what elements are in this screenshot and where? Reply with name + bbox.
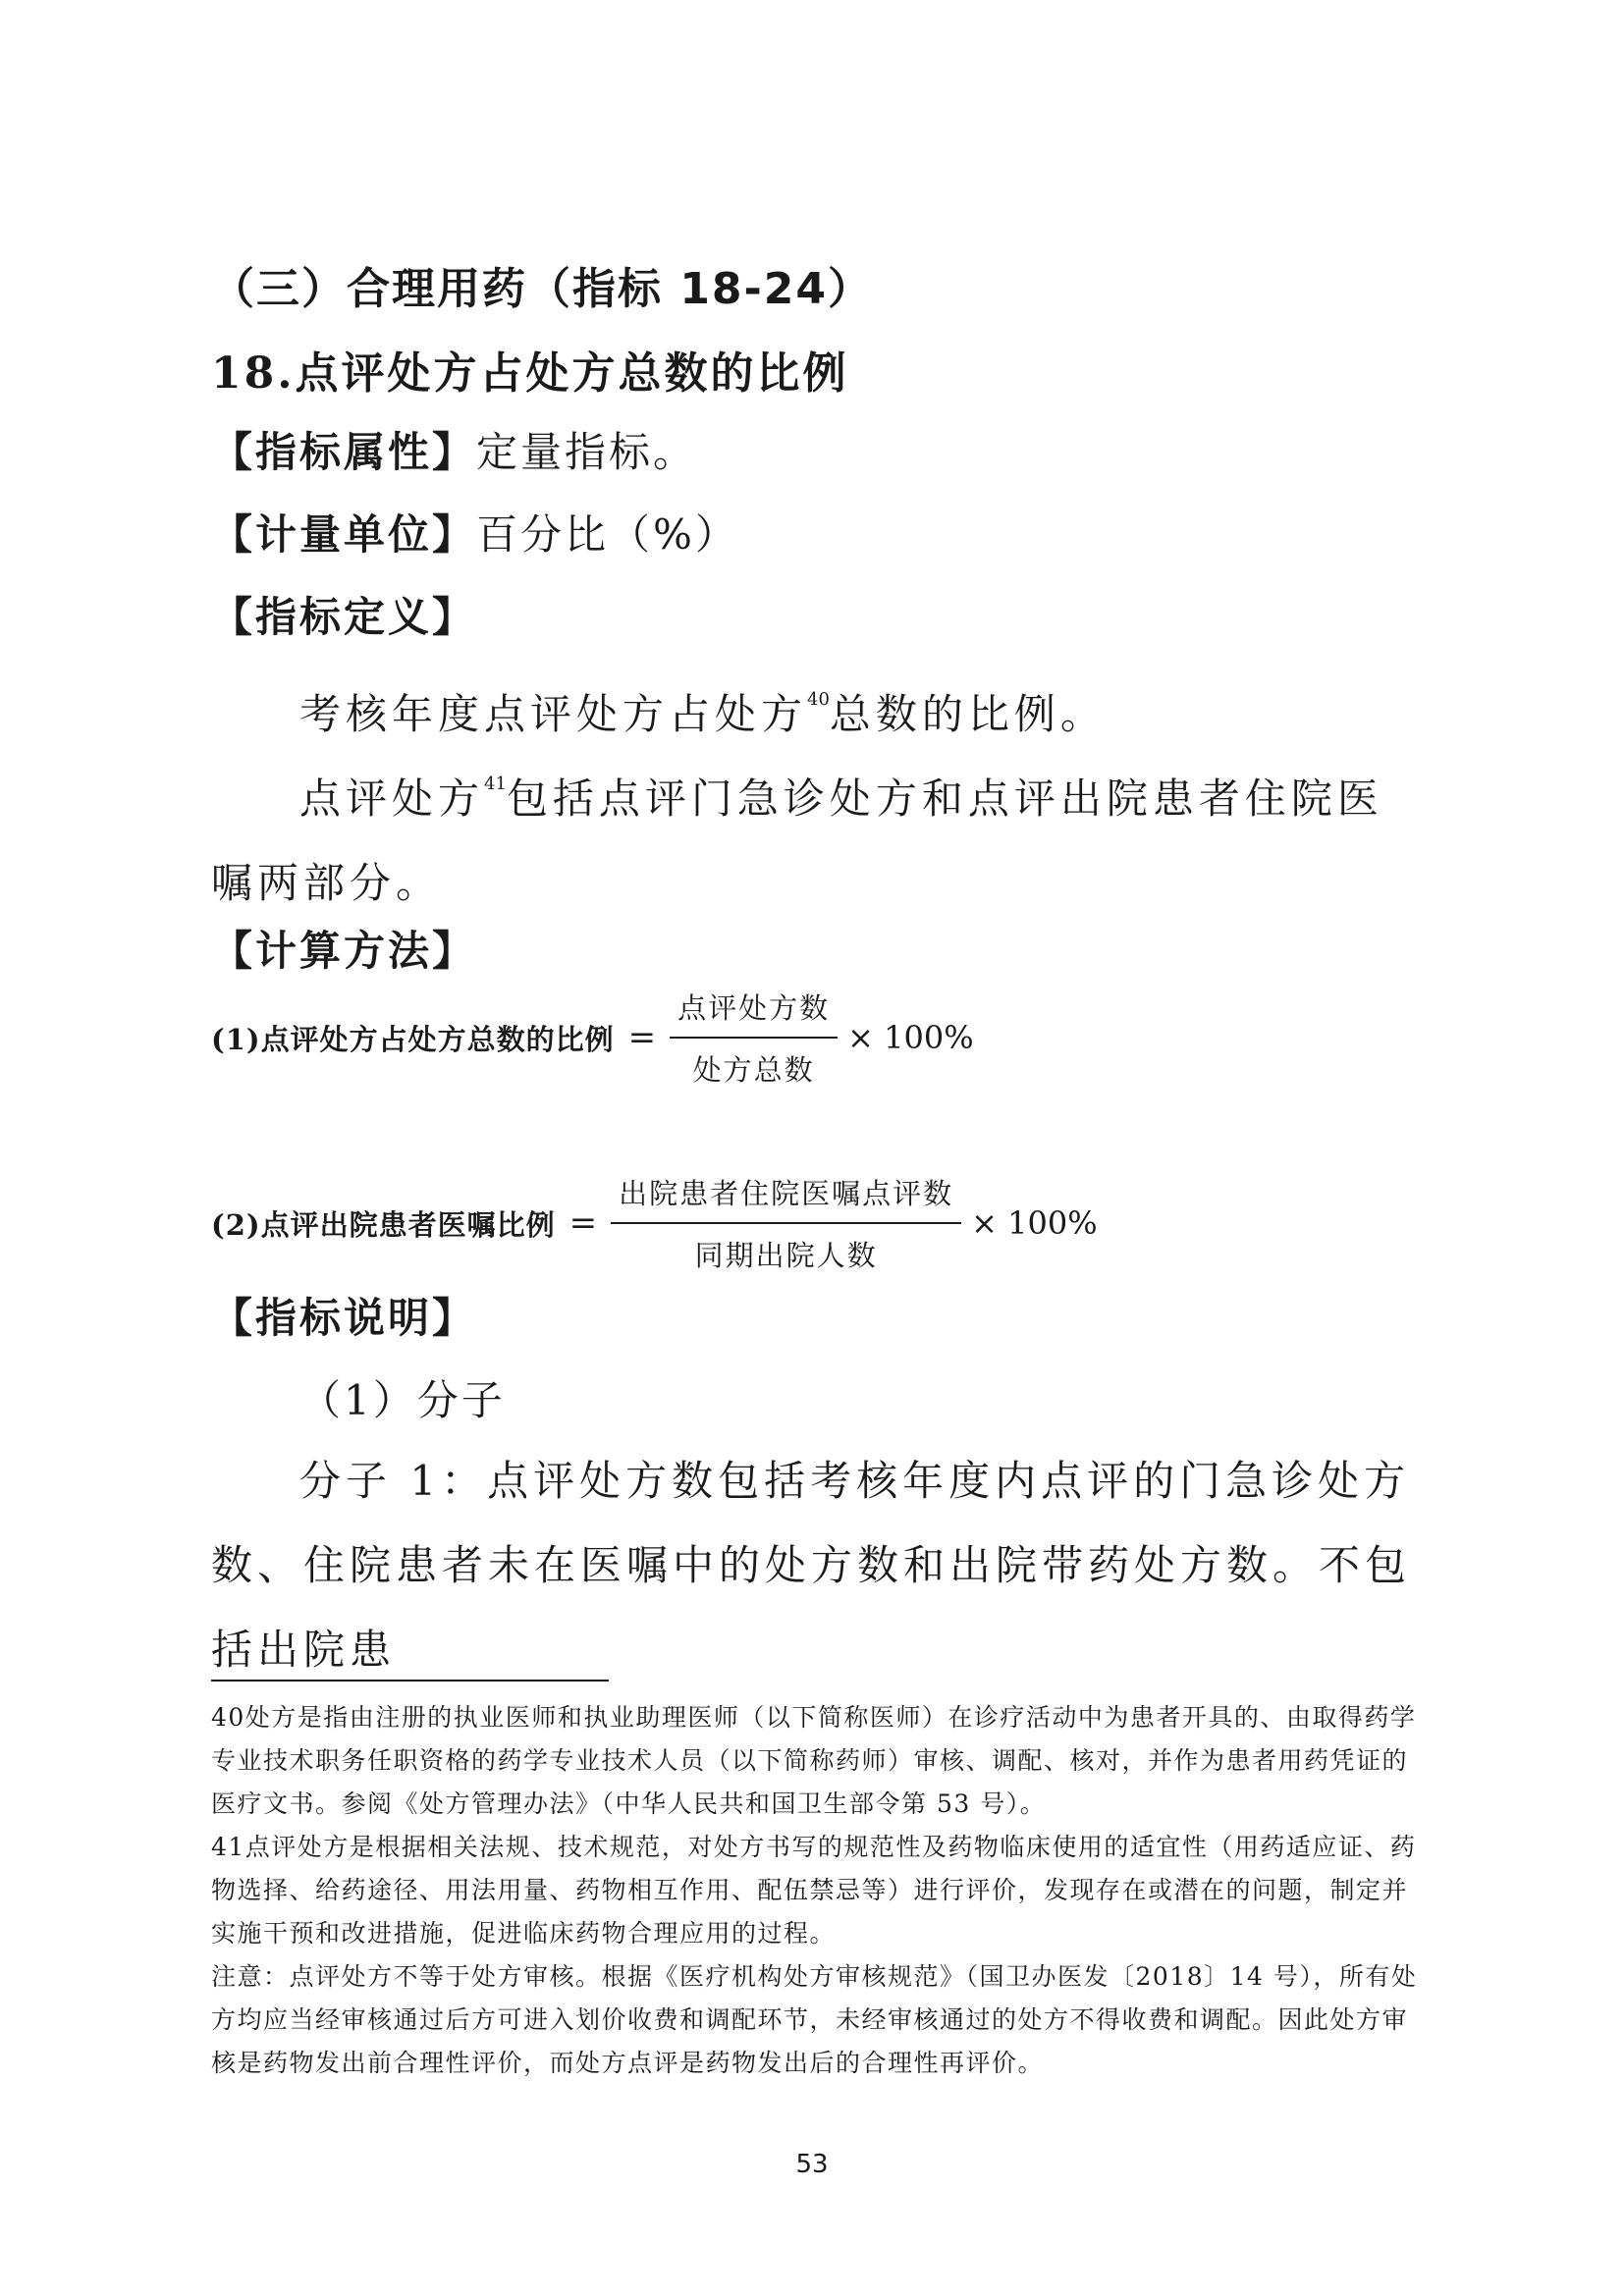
formula-2-fraction	[611, 1172, 961, 1274]
unit-value: 百分比（%）	[476, 510, 739, 559]
footnote-note: 注意：点评处方不等于处方审核。根据《医疗机构处方审核规范》（国卫办医发〔2018〕14 号），所有处方均应当经审核通过后方可进入划价收费和调配环节，未经审核通过的处方不得收费和调配。因此处方审核是药物发出前合理性评价，而处方点评是药物发出后的合理性再评价。	[211, 1962, 1418, 2077]
definition-label: 【指标定义】	[211, 593, 477, 641]
footnote-ref-41: 41	[484, 774, 507, 794]
formula-2-denominator: 同期出院人数	[694, 1239, 878, 1272]
formula-1-numerator: 点评处方数	[670, 987, 838, 1039]
section-heading: （三）合理用药（指标 18-24）	[211, 264, 874, 314]
formula-1-fraction	[670, 987, 838, 1089]
explanation-subheading-1: （1）分子	[299, 1376, 506, 1424]
calculation-label: 【计算方法】	[211, 927, 477, 975]
footnote-divider	[211, 1680, 609, 1682]
explanation-paragraph-1: 分子 1：点评处方数包括考核年度内点评的门急诊处方数、住院患者未在医嘱中的处方数和出院带药处方数。不包括出院患	[211, 1457, 1412, 1674]
attribute-label: 【指标属性】	[211, 428, 477, 476]
formula-1-lhs: (1)点评处方占处方总数的比例	[211, 1022, 615, 1056]
formula-1-denominator: 处方总数	[692, 1053, 815, 1087]
formula-1-multiplier: × 100%	[847, 1019, 974, 1056]
formula-1	[211, 987, 974, 1089]
definition-paragraph-2: 点评处方$^{41}$包括点评门急诊处方和点评出院患者住院医嘱两部分。	[211, 774, 1383, 907]
definition-paragraph-1: 考核年度点评处方占处方$^{40}$总数的比例。	[299, 689, 1107, 738]
formula-2-lhs: (2)点评出院患者医嘱比例	[211, 1207, 556, 1242]
formula-2	[211, 1172, 1098, 1274]
formula-2-equals: =	[568, 1203, 598, 1243]
footnote-ref-40: 40	[807, 689, 830, 710]
unit-line	[211, 503, 739, 561]
footnote-40: 40处方是指由注册的执业医师和执业助理医师（以下简称医师）在诊疗活动中为患者开具的、由取得药学专业技术职务任职资格的药学专业技术人员（以下简称药师）审核、调配、核对，并作为患者用药凭证的医疗文书。参阅《处方管理办法》（中华人民共和国卫生部令第 53 号）。	[211, 1703, 1417, 1818]
formula-2-multiplier: × 100%	[971, 1204, 1098, 1242]
formula-1-equals: =	[627, 1018, 657, 1057]
page-number: 53	[795, 2150, 829, 2179]
attribute-line	[211, 420, 697, 479]
attribute-value: 定量指标。	[476, 428, 698, 476]
formula-2-numerator: 出院患者住院医嘱点评数	[611, 1172, 961, 1224]
explanation-label: 【指标说明】	[211, 1294, 477, 1342]
footnote-41: 41点评处方是根据相关法规、技术规范，对处方书写的规范性及药物临床使用的适宜性（用药适应证、药物选择、给药途径、用法用量、药物相互作用、配伍禁忌等）进行评价，发现存在或潜在的问题，制定并实施干预和改进措施，促进临床药物合理应用的过程。	[211, 1833, 1417, 1948]
indicator-title: 18.点评处方占处方总数的比例	[211, 348, 849, 399]
unit-label: 【计量单位】	[211, 510, 477, 559]
